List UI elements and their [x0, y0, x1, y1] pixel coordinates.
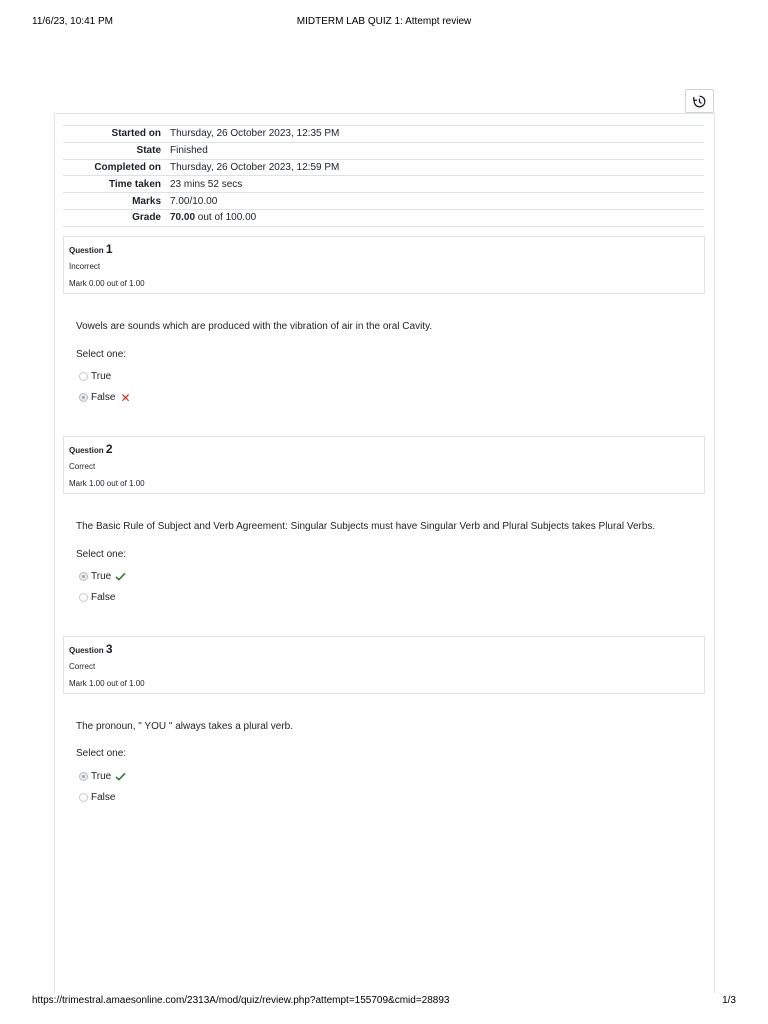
question-grade: Mark 0.00 out of 1.00 — [69, 279, 145, 288]
summary-label: Marks — [132, 195, 161, 207]
summary-row — [63, 193, 704, 210]
answer-label: True — [91, 371, 112, 382]
grade-out-of: out of 100.00 — [195, 212, 257, 224]
radio-button[interactable] — [79, 772, 88, 781]
summary-label: Completed on — [94, 161, 161, 173]
question-grade: Mark 1.00 out of 1.00 — [69, 679, 145, 688]
correct-check-icon — [115, 772, 126, 781]
answer-option-false[interactable] — [79, 592, 115, 603]
summary-label: Grade — [132, 212, 161, 224]
print-title: MIDTERM LAB QUIZ 1: Attempt review — [296, 16, 472, 27]
question-info-3 — [63, 636, 705, 694]
question-number: Question 3 — [69, 642, 113, 656]
select-one-prompt: Select one: — [76, 549, 127, 560]
print-url: https://trimestral.amaesonline.com/2313A/mod/quiz/review.php?attempt=155709&cmid=28893 — [32, 995, 450, 1006]
summary-value — [167, 209, 704, 226]
radio-button[interactable] — [79, 372, 88, 381]
print-header — [32, 16, 736, 30]
print-footer — [32, 995, 736, 1009]
question-text: Vowels are sounds which are produced with the vibration of air in the oral Cavity. — [76, 321, 433, 332]
summary-value: Thursday, 26 October 2023, 12:59 PM — [170, 161, 340, 173]
summary-row — [63, 209, 704, 226]
question-info-2 — [63, 436, 705, 494]
page-number: 1/3 — [722, 995, 736, 1006]
question-number: Question 2 — [69, 442, 113, 456]
correct-check-icon — [115, 572, 126, 581]
select-one-prompt: Select one: — [76, 349, 127, 360]
question-state: Correct — [69, 662, 96, 671]
question-info-1 — [63, 236, 705, 294]
summary-value: Finished — [170, 145, 208, 157]
summary-row — [63, 159, 704, 176]
incorrect-icon: ✕ — [120, 390, 131, 405]
history-icon — [693, 95, 706, 108]
attempt-summary-table — [63, 125, 704, 227]
question-grade: Mark 1.00 out of 1.00 — [69, 479, 145, 488]
radio-button[interactable] — [79, 572, 88, 581]
question-text: The Basic Rule of Subject and Verb Agreement: Singular Subjects must have Singular Verb and Plural Subjects takes Plural Verbs. — [76, 521, 656, 532]
answer-label: True — [91, 571, 112, 582]
answer-label: True — [91, 771, 112, 782]
question-text: The pronoun, " YOU " always takes a plural verb. — [76, 721, 294, 732]
radio-button[interactable] — [79, 393, 88, 402]
question-state: Incorrect — [69, 262, 101, 271]
summary-value: 7.00/10.00 — [170, 195, 218, 207]
summary-row — [63, 142, 704, 159]
summary-label: Time taken — [108, 178, 161, 190]
summary-row — [63, 176, 704, 193]
answer-option-true[interactable] — [79, 771, 126, 782]
grade-value: 70.00 — [170, 212, 196, 224]
summary-label: State — [136, 145, 161, 157]
summary-value: Thursday, 26 October 2023, 12:35 PM — [170, 128, 340, 140]
radio-button[interactable] — [79, 593, 88, 602]
summary-row — [63, 126, 704, 143]
history-button[interactable] — [685, 89, 714, 113]
answer-option-false[interactable] — [79, 792, 115, 803]
summary-label: Started on — [111, 128, 161, 140]
answer-option-true[interactable] — [79, 371, 111, 382]
select-one-prompt: Select one: — [76, 748, 127, 759]
answer-option-false[interactable] — [79, 392, 131, 403]
radio-button[interactable] — [79, 793, 88, 802]
answer-label: False — [91, 392, 116, 403]
answer-option-true[interactable] — [79, 571, 126, 582]
answer-label: False — [91, 592, 116, 603]
question-number: Question 1 — [69, 242, 113, 256]
summary-value: 23 mins 52 secs — [170, 178, 243, 190]
print-datetime: 11/6/23, 10:41 PM — [32, 16, 113, 27]
answer-label: False — [91, 792, 116, 803]
question-state: Correct — [69, 462, 96, 471]
